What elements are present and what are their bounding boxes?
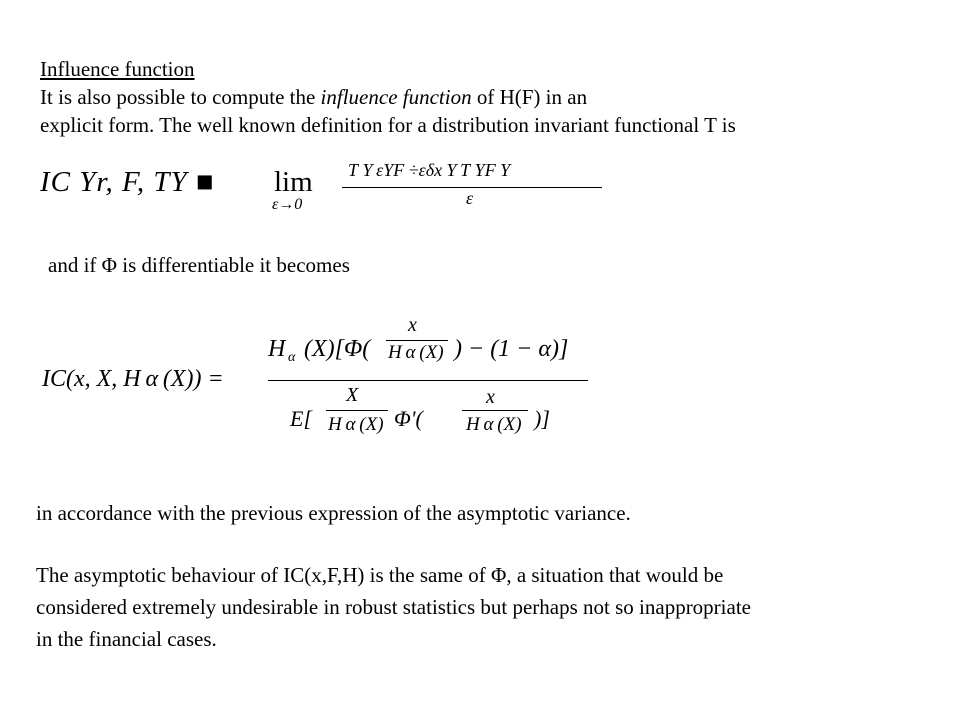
formula1-denominator: ε [466, 188, 474, 208]
formula2-num-inner-top: x [408, 314, 417, 336]
formula1-lim-subscript: ε→0 [272, 196, 303, 213]
formula2-den-frac2-top: x [486, 386, 495, 408]
formula2-den-frac1-bar [326, 410, 388, 411]
accordance-line: in accordance with the previous expression of the asymptotic variance. [36, 501, 631, 525]
intro-line [40, 84, 587, 110]
formula2-num-alpha: α [288, 350, 296, 365]
formula2-num-part-c: ) − (1 − α)] [454, 336, 569, 362]
intro-text-after: of H(F) in an [471, 85, 588, 109]
formula2-den-frac2-bottom: H α (X) [466, 414, 522, 435]
formula2-denominator [290, 384, 620, 454]
intro-text-before: It is also possible to compute the [40, 85, 321, 109]
formula1-lim: lim [274, 166, 313, 198]
formula2-den-frac1-bottom: H α (X) [328, 414, 384, 435]
formula-definition [36, 158, 616, 218]
differentiable-line: and if Φ is differentiable it becomes [48, 253, 350, 277]
formula2-num-part-b: (X)[Φ( [304, 336, 371, 362]
formula2-den-frac2-bar [462, 410, 528, 411]
closing-line-1: The asymptotic behaviour of IC(x,F,H) is the same of Φ, a situation that would be [36, 563, 724, 587]
section-heading: Influence function [40, 57, 195, 81]
formula2-num-inner-bar [386, 340, 448, 341]
formula2-den-part-b: Φ'( [394, 406, 423, 431]
formula2-main-fraction-bar [268, 380, 588, 381]
formula1-lhs: IC Yr, F, TY ■ [40, 166, 215, 198]
formula1-numerator: T Y εYF ÷εδx Y T YF Y [348, 160, 511, 180]
formula-influence [40, 316, 600, 456]
formula2-num-h: H [268, 336, 286, 362]
definition-line: explicit form. The well known definition for a distribution invariant functional T is [40, 113, 736, 137]
formula2-num-inner-bottom: H α (X) [388, 342, 444, 363]
closing-line-2: considered extremely undesirable in robust statistics but perhaps not so inappropriate [36, 595, 751, 619]
formula2-den-part-a: E[ [290, 406, 312, 431]
intro-emphasis: influence function [320, 85, 472, 109]
closing-line-3: in the financial cases. [36, 627, 217, 651]
formula2-den-part-c: )] [534, 406, 550, 431]
formula2-lhs: IC(x, X, H α (X)) = [42, 366, 224, 392]
formula2-numerator [268, 316, 598, 378]
formula2-den-frac1-top: X [346, 384, 359, 406]
